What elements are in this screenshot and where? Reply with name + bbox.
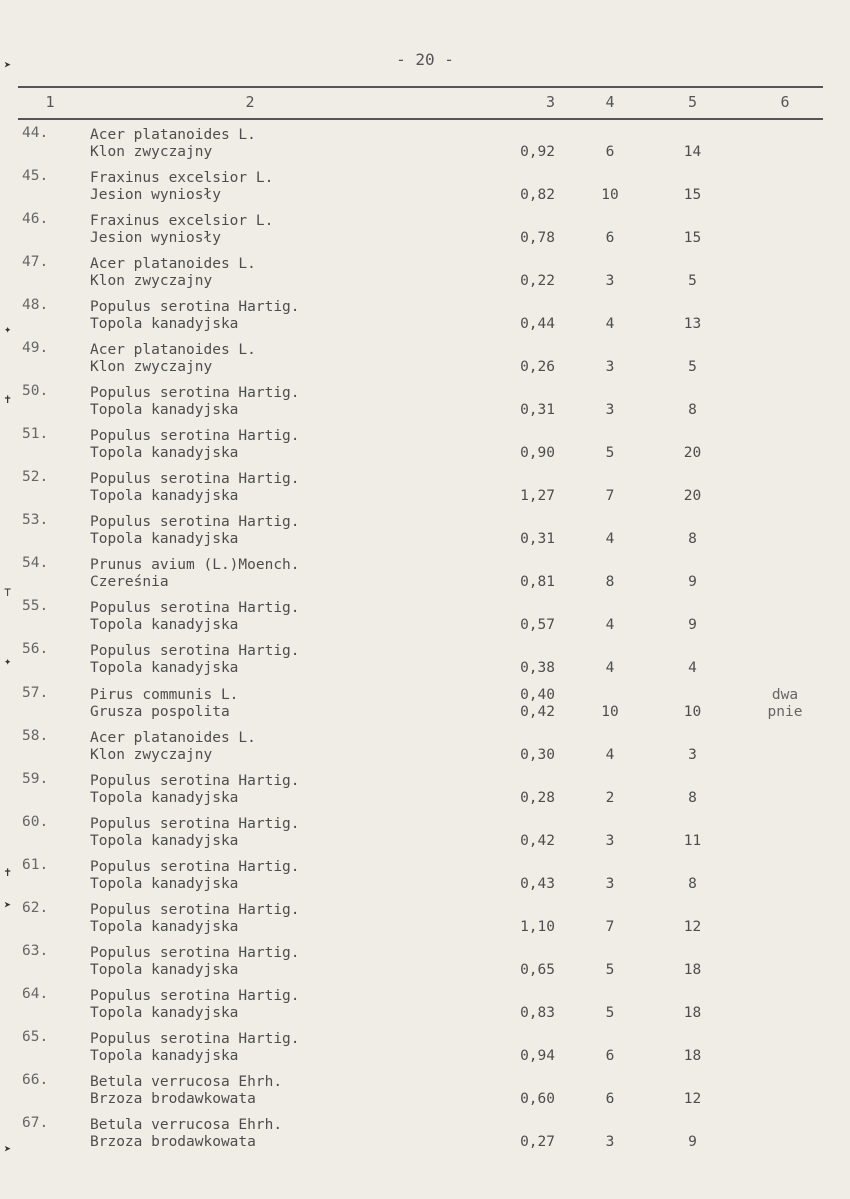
- header-col-6: 6: [780, 93, 790, 111]
- col-4-value: 4: [605, 316, 615, 333]
- col-3-value: 0,94: [520, 1047, 555, 1064]
- polish-name: Topola kanadyjska: [90, 617, 239, 634]
- table-row: [0, 426, 850, 469]
- margin-tick-mark: ✝: [4, 392, 12, 406]
- col-5-value: 5: [688, 359, 697, 376]
- margin-arrow-mark: ➤: [4, 898, 12, 912]
- row-number: 64.: [22, 985, 49, 1002]
- page-number: - 20 -: [396, 50, 454, 69]
- latin-name: Fraxinus excelsior L.: [90, 170, 274, 187]
- col-5-value: 18: [683, 961, 702, 978]
- col-3-value: 0,83: [520, 1004, 555, 1021]
- col-5-value: 8: [688, 531, 697, 548]
- row-number: 44.: [22, 125, 49, 141]
- latin-name: Acer platanoides L.: [90, 342, 256, 359]
- col-3-value: 1,27: [520, 488, 555, 505]
- header-col-5: 5: [687, 93, 698, 111]
- row-number: 67.: [22, 1114, 49, 1131]
- col-4-value: 7: [605, 918, 615, 935]
- header-col-1: 1: [45, 93, 55, 111]
- col-4-value: 3: [605, 402, 615, 419]
- latin-name: Populus serotina Hartig.: [90, 987, 300, 1004]
- table-row: [0, 383, 850, 426]
- col-5-value: 15: [683, 187, 702, 204]
- row-number: 46.: [22, 211, 49, 228]
- latin-name: Betula verrucosa Ehrh.: [90, 1116, 283, 1133]
- latin-name: Acer platanoides L.: [90, 256, 256, 273]
- latin-name: Fraxinus excelsior L.: [90, 213, 274, 230]
- row-number: 48.: [22, 297, 49, 314]
- col-5-value: 13: [683, 316, 702, 333]
- row-number: 50.: [22, 383, 49, 400]
- table-row: [0, 943, 850, 986]
- row-number: 53.: [22, 512, 49, 529]
- col-3-value: 0,26: [520, 359, 555, 376]
- col-3-value: 0,38: [520, 660, 555, 677]
- latin-name: Pirus communis L.: [90, 686, 239, 703]
- table-row: [0, 211, 850, 254]
- col-3-value: 0,42: [520, 832, 555, 849]
- table-header: [0, 93, 850, 113]
- col-4-value: 8: [605, 574, 615, 591]
- table-header-rule: [18, 118, 823, 120]
- row-number: 66.: [22, 1071, 49, 1088]
- polish-name: Topola kanadyjska: [90, 402, 239, 419]
- row-number: 51.: [22, 426, 49, 443]
- col-3-value: 0,42: [520, 703, 555, 720]
- polish-name: Jesion wyniosły: [90, 187, 221, 204]
- col-3-value: 0,82: [520, 187, 555, 204]
- col-4-value: 3: [605, 273, 615, 290]
- polish-name: Grusza pospolita: [90, 703, 230, 720]
- col-4-value: 10: [601, 703, 619, 720]
- col-3-value: 0,28: [520, 789, 555, 806]
- col-5-value: 20: [683, 445, 702, 462]
- row-number: 60.: [22, 813, 49, 830]
- latin-name: Populus serotina Hartig.: [90, 428, 300, 445]
- polish-name: Topola kanadyjska: [90, 961, 239, 978]
- col-4-value: 4: [605, 660, 615, 677]
- polish-name: Klon zwyczajny: [90, 359, 213, 376]
- polish-name: Topola kanadyjska: [90, 1047, 239, 1064]
- latin-name: Betula verrucosa Ehrh.: [90, 1073, 283, 1090]
- margin-tick-mark: ✦: [4, 654, 12, 668]
- col-5-value: 9: [688, 574, 697, 591]
- header-col-4: 4: [605, 93, 615, 111]
- col-5-value: 8: [688, 789, 697, 806]
- latin-name: Populus serotina Hartig.: [90, 600, 300, 617]
- col-5-value: 8: [688, 875, 697, 892]
- row-number: 56.: [22, 641, 49, 658]
- col-4-value: 4: [605, 617, 615, 634]
- table-row: [0, 512, 850, 555]
- polish-name: Brzoza brodawkowata: [90, 1133, 256, 1150]
- table-row: [0, 900, 850, 943]
- table-row: [0, 857, 850, 900]
- table-row: [0, 1072, 850, 1115]
- latin-name: Populus serotina Hartig.: [90, 858, 300, 875]
- polish-name: Topola kanadyjska: [90, 660, 239, 677]
- col-4-value: 3: [605, 832, 615, 849]
- table-row: [0, 254, 850, 297]
- table-row: [0, 641, 850, 684]
- col-4-value: 10: [601, 187, 619, 204]
- polish-name: Klon zwyczajny: [90, 144, 213, 160]
- col-4-value: 6: [605, 144, 615, 160]
- latin-name: Populus serotina Hartig.: [90, 643, 300, 660]
- polish-name: Topola kanadyjska: [90, 488, 239, 505]
- table-row: [0, 168, 850, 211]
- col-3-value: 0,78: [520, 230, 555, 247]
- col-3-value: 1,10: [520, 918, 555, 935]
- latin-name: Populus serotina Hartig.: [90, 1030, 300, 1047]
- col-4-value: 6: [605, 1047, 615, 1064]
- col-5-value: 3: [688, 746, 697, 763]
- latin-name: Populus serotina Hartig.: [90, 901, 300, 918]
- latin-name: Populus serotina Hartig.: [90, 299, 300, 316]
- table-row: [0, 125, 850, 168]
- table-row: [0, 469, 850, 512]
- col-5-value: 12: [683, 1090, 702, 1107]
- row-number: 58.: [22, 727, 49, 744]
- col-3-value: 0,27: [520, 1133, 555, 1150]
- table-row: [0, 1115, 850, 1158]
- row-number: 57.: [22, 684, 49, 701]
- col-3-value: 0,30: [520, 746, 555, 763]
- col-4-value: 5: [605, 445, 615, 462]
- polish-name: Topola kanadyjska: [90, 445, 239, 462]
- col-5-value: 10: [683, 703, 702, 720]
- polish-name: Brzoza brodawkowata: [90, 1090, 256, 1107]
- table-row: [0, 555, 850, 598]
- polish-name: Topola kanadyjska: [90, 316, 239, 333]
- margin-tick-mark: ✝: [4, 865, 12, 879]
- col-3-value: 0,81: [520, 574, 555, 591]
- col-5-value: 12: [683, 918, 702, 935]
- col-3-value: 0,60: [520, 1090, 555, 1107]
- polish-name: Topola kanadyjska: [90, 1004, 239, 1021]
- col-4-value: 6: [605, 230, 615, 247]
- margin-tick-mark: ✦: [4, 322, 12, 336]
- col-5-value: 8: [688, 402, 697, 419]
- col-6-note-line-2: pnie: [767, 703, 803, 720]
- col-3-value: 0,44: [520, 316, 555, 333]
- latin-name: Populus serotina Hartig.: [90, 944, 300, 961]
- table-row: [0, 685, 850, 728]
- col-5-value: 9: [688, 1133, 697, 1150]
- header-col-3: 3: [545, 93, 555, 111]
- col-4-value: 4: [605, 531, 615, 548]
- col-5-value: 15: [683, 230, 702, 247]
- polish-name: Topola kanadyjska: [90, 531, 239, 548]
- polish-name: Klon zwyczajny: [90, 746, 213, 763]
- col-5-value: 4: [688, 660, 697, 677]
- col-4-value: 5: [605, 961, 615, 978]
- polish-name: Topola kanadyjska: [90, 789, 239, 806]
- col-4-value: 3: [605, 1133, 615, 1150]
- latin-name: Populus serotina Hartig.: [90, 772, 300, 789]
- latin-name: Prunus avium (L.)Moench.: [90, 557, 300, 574]
- col-3-value: 0,65: [520, 961, 555, 978]
- row-number: 49.: [22, 340, 49, 357]
- latin-name: Populus serotina Hartig.: [90, 471, 300, 488]
- col-5-value: 9: [688, 617, 697, 634]
- col-5-value: 20: [683, 488, 702, 505]
- col-4-value: 6: [605, 1090, 615, 1107]
- col-3-value: 0,22: [520, 273, 555, 290]
- col-4-value: 3: [605, 875, 615, 892]
- latin-name: Populus serotina Hartig.: [90, 815, 300, 832]
- col-5-value: 18: [683, 1004, 702, 1021]
- col-3-extra-value: 0,40: [520, 686, 555, 703]
- col-5-value: 5: [688, 273, 697, 290]
- table-row: [0, 771, 850, 814]
- row-number: 54.: [22, 555, 49, 572]
- row-number: 61.: [22, 856, 49, 873]
- col-4-value: 4: [605, 746, 615, 763]
- col-5-value: 11: [683, 832, 702, 849]
- col-4-value: 2: [605, 789, 615, 806]
- row-number: 62.: [22, 899, 49, 916]
- polish-name: Klon zwyczajny: [90, 273, 213, 290]
- table-row: [0, 814, 850, 857]
- col-3-value: 0,57: [520, 617, 555, 634]
- col-4-value: 5: [605, 1004, 615, 1021]
- latin-name: Acer platanoides L.: [90, 729, 256, 746]
- col-4-value: 7: [605, 488, 615, 505]
- row-number: 45.: [22, 168, 49, 185]
- table-row: [0, 297, 850, 340]
- col-3-value: 0,31: [520, 402, 555, 419]
- row-number: 59.: [22, 770, 49, 787]
- row-number: 55.: [22, 598, 49, 615]
- margin-arrow-mark: ➤: [4, 1142, 12, 1156]
- col-3-value: 0,31: [520, 531, 555, 548]
- polish-name: Topola kanadyjska: [90, 918, 239, 935]
- header-col-2: 2: [245, 93, 255, 111]
- table-row: [0, 598, 850, 641]
- row-number: 47.: [22, 254, 49, 271]
- col-3-value: 0,90: [520, 445, 555, 462]
- col-3-value: 0,92: [520, 144, 555, 160]
- latin-name: Acer platanoides L.: [90, 127, 256, 143]
- col-4-value: 3: [605, 359, 615, 376]
- margin-tick-mark: ⊤: [4, 585, 12, 599]
- table-row: [0, 340, 850, 383]
- table-row: [0, 728, 850, 771]
- polish-name: Jesion wyniosły: [90, 230, 221, 247]
- margin-arrow-mark: ➤: [4, 58, 12, 72]
- row-number: 65.: [22, 1028, 49, 1045]
- col-5-value: 14: [683, 144, 702, 160]
- row-number: 63.: [22, 942, 49, 959]
- table-row: [0, 986, 850, 1029]
- col-3-value: 0,43: [520, 875, 555, 892]
- table-row: [0, 1029, 850, 1072]
- table-top-rule: [18, 86, 823, 88]
- row-number: 52.: [22, 469, 49, 486]
- polish-name: Topola kanadyjska: [90, 832, 239, 849]
- latin-name: Populus serotina Hartig.: [90, 514, 300, 531]
- polish-name: Czereśnia: [90, 574, 169, 591]
- col-5-value: 18: [683, 1047, 702, 1064]
- col-6-note-line-1: dwa: [771, 686, 799, 703]
- latin-name: Populus serotina Hartig.: [90, 385, 300, 402]
- polish-name: Topola kanadyjska: [90, 875, 239, 892]
